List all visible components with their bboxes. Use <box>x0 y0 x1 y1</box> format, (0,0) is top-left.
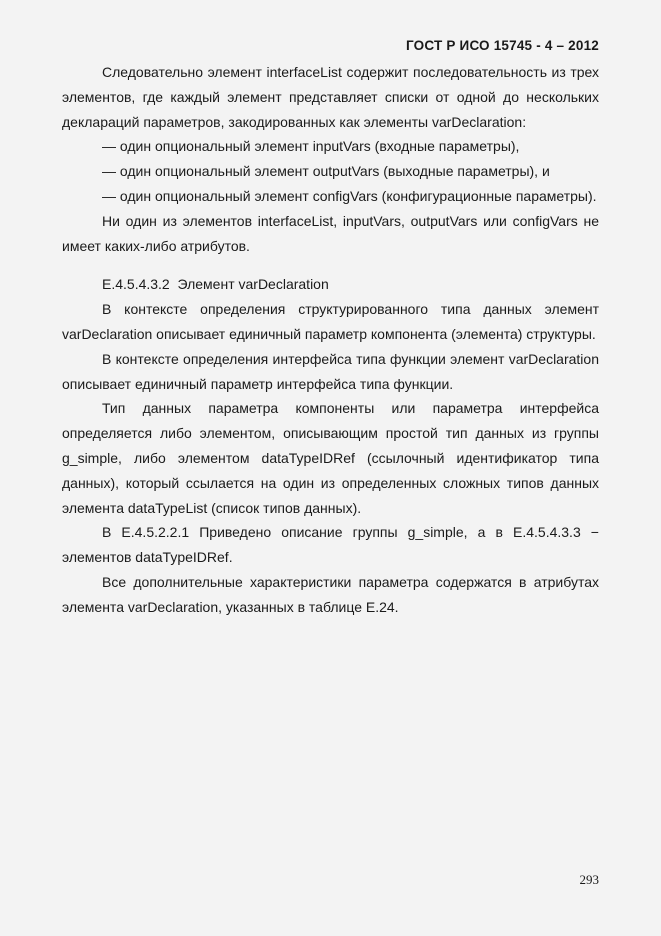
section-title: Элемент varDeclaration <box>177 276 329 293</box>
section-heading <box>62 272 599 297</box>
paragraph: Следовательно элемент interfaceList содержит последовательность из трех элементов, где каждый элемент представляет списки от одной до нескольких деклараций параметров, закодированных как элементы varDeclaration: <box>62 64 599 130</box>
paragraph: Все дополнительные характеристики параметра содержатся в атрибутах элемента varDeclaration, указанных в таблице Е.24. <box>62 573 599 615</box>
section-number: Е.4.5.4.3.2 <box>102 276 170 293</box>
paragraph: Тип данных параметра компоненты или параметра интерфейса определяется либо элементом, описывающим простой тип данных из группы g_simple, либо элементом dataTypeIDRef (ссылочный идентификатор типа данных), который ссылается на один из определенных сложных типов данных элемента dataTypeList (список типов данных). <box>62 400 599 516</box>
paragraph: Ни один из элементов interfaceList, inputVars, outputVars или configVars не имеет каких-либо атрибутов. <box>62 212 599 254</box>
document-body <box>62 60 599 620</box>
list-item: — один опциональный элемент inputVars (входные параметры), <box>102 138 520 155</box>
list-item: — один опциональный элемент configVars (конфигурационные параметры). <box>102 187 597 204</box>
page-number: 293 <box>579 872 599 887</box>
paragraph: В контексте определения структурированного типа данных элемент varDeclaration описывает единичный параметр компонента (элемента) структуры. <box>62 301 599 342</box>
list-item: — один опциональный элемент outputVars (выходные параметры), и <box>102 163 550 180</box>
paragraph: В Е.4.5.2.2.1 Приведено описание группы g_simple, а в Е.4.5.4.3.3 − элементов dataTypeIDRef. <box>62 524 599 566</box>
paragraph: В контексте определения интерфейса типа функции элемент varDeclaration описывает единичный параметр интерфейса типа функции. <box>62 350 599 392</box>
standard-header: ГОСТ Р ИСО 15745 - 4 – 2012 <box>406 38 599 53</box>
